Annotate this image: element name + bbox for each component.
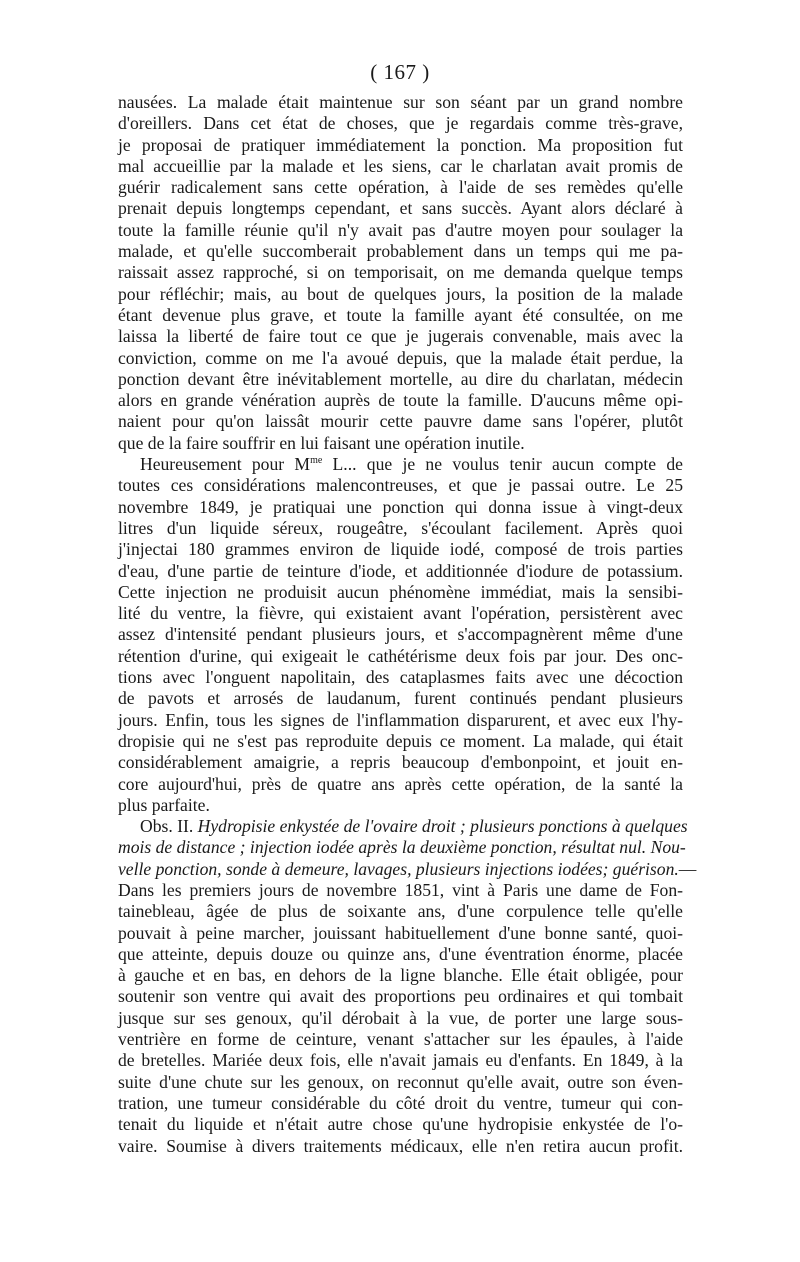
text-line: lité du ventre, la fièvre, qui existaient avant l'opération, persistèrent avec — [118, 603, 683, 624]
observation-label: Obs. II. — [140, 816, 194, 837]
text-line: vaire. Soumise à divers traitements médicaux, elle n'en retira aucun profit. — [118, 1135, 683, 1156]
text-line: jours. Enfin, tous les signes de l'inflammation disparurent, et avec eux l'hy- — [118, 709, 683, 730]
observation-title-end: velle ponction, sonde à demeure, lavages, plusieurs injections iodées; guérison. — [118, 858, 679, 879]
text-line: alors en grande vénération auprès de toute la famille. D'aucuns même opi- — [118, 390, 683, 411]
text-line: tainebleau, âgée de plus de soixante ans, d'une corpulence telle qu'elle — [118, 901, 683, 922]
text-line: malade, et qu'elle succomberait probablement dans un temps qui me pa- — [118, 241, 683, 262]
text-line: naient pour qu'on laissât mourir cette pauvre dame sans l'opérer, plutôt — [118, 411, 683, 432]
text-line: jusque sur ses genoux, qu'il dérobait à la vue, de porter une large sous- — [118, 1007, 683, 1028]
text-line: à gauche et en bas, en dehors de la ligne blanche. Elle était obligée, pour — [118, 965, 683, 986]
text-line: toutes ces considérations malencontreuses, et que je passai outre. Le 25 — [118, 475, 683, 496]
text-fragment: Heureusement pour M — [140, 454, 311, 475]
text-line: assez d'intensité pendant plusieurs jours, et s'accompagnèrent même d'une — [118, 624, 683, 645]
page-number: ( 167 ) — [370, 60, 430, 84]
text-line: tration, une tumeur considérable du côté droit du ventre, tumeur qui con- — [118, 1092, 683, 1113]
text-fragment: L... que je ne voulus tenir aucun compte de — [322, 454, 683, 475]
text-line: dropisie qui ne s'est pas reproduite depuis ce moment. La malade, qui était — [118, 730, 683, 751]
text-line: Dans les premiers jours de novembre 1851, vint à Paris une dame de Fon- — [118, 879, 683, 900]
body-text — [118, 92, 697, 1157]
text-line: pouvait à peine marcher, jouissant habituellement d'une bonne santé, quoi- — [118, 922, 683, 943]
text-line: tions avec l'onguent napolitain, des cataplasmes faits avec une décoction — [118, 667, 683, 688]
dash: — — [678, 858, 697, 879]
text-line: novembre 1849, je pratiquai une ponction qui donna issue à vingt-deux — [118, 496, 683, 517]
observation-title-line: mois de distance ; injection iodée après la deuxième ponction, résultat nul. Nou- — [118, 837, 686, 858]
text-line: suite d'une chute sur les genoux, on reconnut qu'elle avait, outre son éven- — [118, 1071, 683, 1092]
paragraph-2 — [118, 454, 683, 816]
text-line — [118, 454, 683, 475]
observation-title: Hydropisie enkystée de l'ovaire droit ; plusieurs ponctions à quelques — [193, 816, 688, 837]
text-line: ventrière en forme de ceinture, venant s'attacher sur les épaules, à l'aide — [118, 1029, 683, 1050]
text-line: soutenir son ventre qui avait des proportions peu ordinaires et qui tombait — [118, 986, 683, 1007]
text-line: plus parfaite. — [118, 794, 210, 815]
text-line: j'injectai 180 grammes environ de liquide iodé, composé de trois parties — [118, 539, 683, 560]
text-line: Cette injection ne produisit aucun phénomène immédiat, mais la sensibi- — [118, 581, 683, 602]
text-line: rétention d'urine, qui exigeait le cathétérisme deux fois par jour. Des onc- — [118, 645, 683, 666]
text-line: nausées. La malade était maintenue sur son séant par un grand nombre — [118, 92, 683, 112]
text-line: ponction devant être inévitablement mortelle, au dire du charlatan, médecin — [118, 368, 683, 389]
text-line: core aujourd'hui, près de quatre ans après cette opération, de la santé la — [118, 773, 683, 794]
text-line: que atteinte, depuis douze ou quinze ans, d'une éventration énorme, placée — [118, 943, 683, 964]
paragraph-1 — [118, 92, 683, 454]
text-line: prenait depuis longtemps cependant, et sans succès. Ayant alors déclaré à — [118, 198, 683, 219]
text-line: étant devenue plus grave, et toute la famille ayant été consultée, on me — [118, 304, 683, 325]
text-line: laissa la liberté de faire tout ce que je jugerais convenable, mais avec la — [118, 326, 683, 347]
text-line — [118, 858, 697, 880]
text-line: je proposai de pratiquer immédiatement la ponction. Ma proposition fut — [118, 134, 683, 155]
text-line: considérablement amaigrie, a repris beaucoup d'embonpoint, et jouit en- — [118, 752, 683, 773]
text-line: mal accueillie par la malade et les siens, car le charlatan avait promis de — [118, 155, 683, 176]
text-line: de pavots et arrosés de laudanum, furent continués pendant plusieurs — [118, 688, 683, 709]
text-line — [118, 816, 688, 837]
text-line: toute la famille réunie qu'il n'y avait pas d'autre moyen pour soulager la — [118, 219, 683, 240]
text-line: d'eau, d'une partie de teinture d'iode, et additionnée d'iodure de potassium. — [118, 560, 683, 581]
text-line: pour réfléchir; mais, au bout de quelques jours, la position de la malade — [118, 283, 683, 304]
text-line: tenait du liquide et n'était autre chose qu'une hydropisie enkystée de l'o- — [118, 1114, 683, 1135]
text-line: conviction, comme on me l'a avoué depuis, que la malade était perdue, la — [118, 347, 683, 368]
text-line: de bretelles. Mariée deux fois, elle n'avait jamais eu d'enfants. En 1849, à la — [118, 1050, 683, 1071]
superscript: me — [310, 455, 323, 467]
text-line: que de la faire souffrir en lui faisant une opération inutile. — [118, 432, 525, 453]
paragraph-obs-2 — [118, 816, 697, 1157]
text-line: d'oreillers. Dans cet état de choses, que je regardais comme très-grave, — [118, 113, 683, 134]
text-line: guérir radicalement sans cette opération, à l'aide de ses remèdes qu'elle — [118, 177, 683, 198]
text-line: litres d'un liquide séreux, rougeâtre, s'écoulant facilement. Après quoi — [118, 517, 683, 538]
text-line: raissait assez rapproché, si on temporisait, on me demanda quelque temps — [118, 262, 683, 283]
